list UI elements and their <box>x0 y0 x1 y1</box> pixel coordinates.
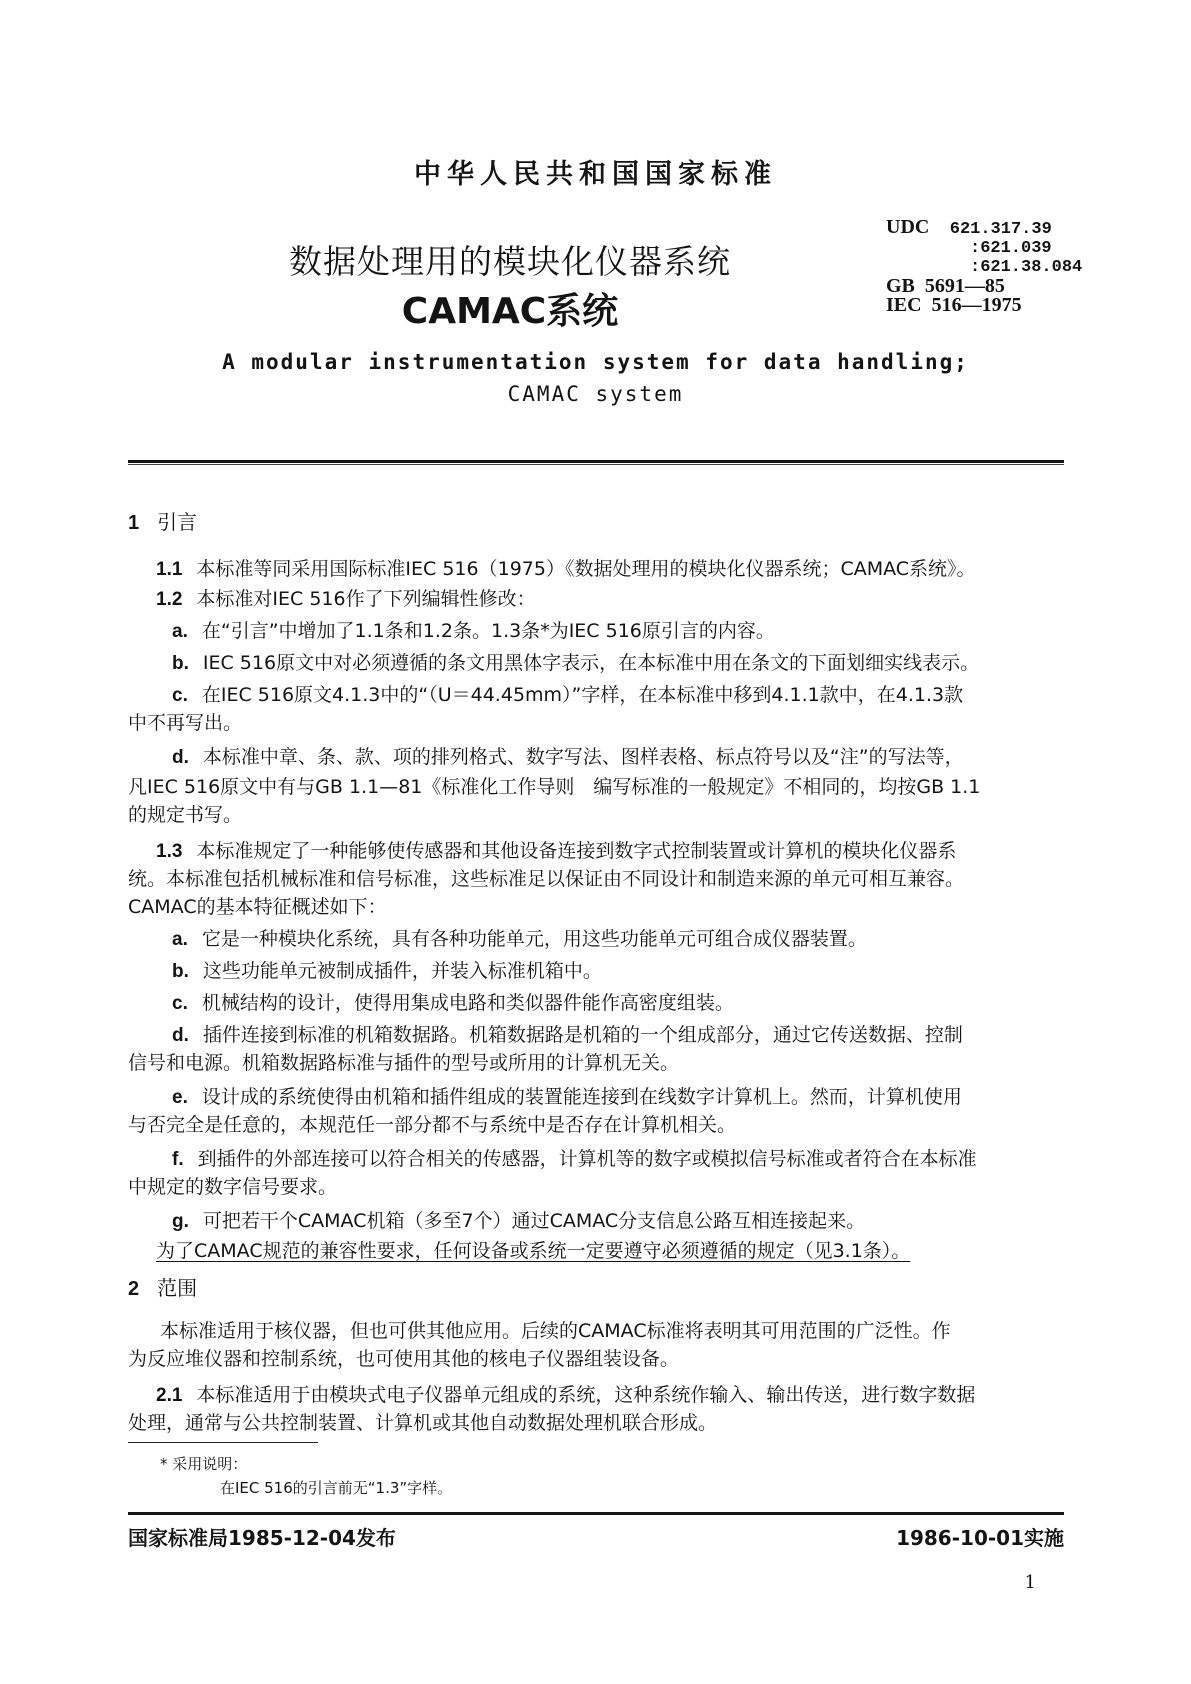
title-cn-line2: CAMAC系统 <box>401 291 619 332</box>
scope-paragraph-cont: 为反应堆仪器和控制系统，也可使用其他的核电子仪器组装设备。 <box>128 1348 680 1370</box>
gb-code: GB 5691—85 <box>886 275 1005 297</box>
item-letter: b. <box>172 653 189 674</box>
item-letter: b. <box>172 961 189 982</box>
feature-c <box>172 990 1070 1017</box>
item-letter: f. <box>172 1149 184 1170</box>
item-text: 机械结构的设计，使得用集成电路和类似器件能作高密度组装。 <box>201 992 734 1014</box>
feature-e <box>172 1084 1070 1111</box>
item-text: 到插件的外部连接可以符合相关的传感器，计算机等的数字或模拟信号标准或者符合在本标准 <box>197 1148 977 1170</box>
footer-rule <box>128 1512 1064 1515</box>
item-1-2-c-cont: 中不再写出。 <box>128 712 243 734</box>
clause-text: 本标准等同采用国际标准IEC 516（1975）《数据处理用的模块化仪器系统；CAMAC系统》。 <box>196 558 976 580</box>
udc-code-1: 621.317.39 <box>949 220 1052 239</box>
clause-text: 本标准规定了一种能够使传感器和其他设备连接到数字式控制装置或计算机的模块化仪器系 <box>196 840 957 862</box>
section-number: 2 <box>128 1278 140 1300</box>
underlined-mandatory-text: 为了CAMAC规范的兼容性要求，任何设备或系统一定要遵守必须遵循的规定（见3.1条）。 <box>156 1240 911 1262</box>
clause-1-2 <box>156 586 1070 613</box>
feature-a <box>172 926 1070 953</box>
clause-number: 1.3 <box>156 841 183 862</box>
clause-1-3-cont1: 统。本标准包括机械标准和信号标准，这些标准足以保证由不同设计和制造来源的单元可相互兼容。 <box>128 868 965 890</box>
section-title: 引言 <box>157 510 198 534</box>
feature-g <box>172 1208 1070 1235</box>
clause-1-3 <box>156 838 1070 865</box>
page-number: 1 <box>1024 1572 1036 1593</box>
national-standard-heading: 中华人民共和国国家标准 <box>414 159 777 190</box>
item-1-2-b <box>172 650 1070 677</box>
classification-codes <box>886 218 1082 315</box>
feature-d <box>172 1022 1070 1049</box>
udc-code-2: :621.039 <box>970 239 1052 258</box>
udc-label: UDC <box>886 216 930 238</box>
issue-date: 国家标准局1985-12-04发布 <box>128 1526 396 1550</box>
item-letter: c. <box>172 685 188 706</box>
item-letter: c. <box>172 993 188 1014</box>
header-rule-thin <box>128 464 1064 465</box>
item-letter: a. <box>172 621 188 642</box>
title-en-line1: A modular instrumentation system for data handling; <box>222 350 969 374</box>
clause-2-1 <box>156 1382 1070 1409</box>
item-1-2-d-cont1: 凡IEC 516原文中有与GB 1.1—81《标准化工作导则 编写标准的一般规定》不相同的，均按GB 1.1 <box>128 776 981 798</box>
footnote-rule <box>128 1442 318 1443</box>
item-letter: e. <box>172 1087 188 1108</box>
feature-f <box>172 1146 1070 1173</box>
item-letter: d. <box>172 747 189 768</box>
item-text: 本标准中章、条、款、项的排列格式、数字写法、图样表格、标点符号以及“注”的写法等， <box>202 746 964 768</box>
clause-1-1 <box>156 556 1070 583</box>
feature-d-cont: 信号和电源。机箱数据路标准与插件的型号或所用的计算机无关。 <box>128 1052 680 1074</box>
item-letter: a. <box>172 929 188 950</box>
item-text: 在“引言”中增加了1.1条和1.2条。1.3条*为IEC 516原引言的内容。 <box>201 620 775 642</box>
item-text: 插件连接到标准的机箱数据路。机箱数据路是机箱的一个组成部分，通过它传送数据、控制 <box>202 1024 963 1046</box>
clause-text: 本标准适用于由模块式电子仪器单元组成的系统，这种系统作输入、输出传送，进行数字数据 <box>196 1384 976 1406</box>
clause-2-1-cont: 处理，通常与公共控制装置、计算机或其他自动数据处理机联合形成。 <box>128 1412 718 1434</box>
scope-paragraph: 本标准适用于核仪器，但也可供其他应用。后续的CAMAC标准将表明其可用范围的广泛性。作 <box>160 1320 951 1342</box>
item-text: 设计成的系统使得由机箱和插件组成的装置能连接到在线数字计算机上。然而，计算机使用 <box>201 1086 962 1108</box>
section-title: 范围 <box>157 1276 198 1300</box>
compatibility-requirement <box>156 1238 1070 1264</box>
item-text: 这些功能单元被制成插件，并装入标准机箱中。 <box>202 960 602 982</box>
title-cn-line1: 数据处理用的模块化仪器系统 <box>289 242 731 281</box>
feature-b <box>172 958 1070 985</box>
header-rule <box>128 460 1064 463</box>
feature-f-cont: 中规定的数字信号要求。 <box>128 1176 338 1198</box>
item-text: 可把若干个CAMAC机箱（多至7个）通过CAMAC分支信息公路互相连接起来。 <box>202 1210 866 1232</box>
item-text: 在IEC 516原文4.1.3中的“（U＝44.45mm）”字样，在本标准中移到4.1.1款中，在4.1.3款 <box>201 684 964 706</box>
item-1-2-d <box>172 744 1070 771</box>
item-1-2-d-cont2: 的规定书写。 <box>128 804 243 826</box>
clause-text: 本标准对IEC 516作了下列编辑性修改： <box>196 588 536 610</box>
footnote-line-1: * 采用说明： <box>160 1455 248 1473</box>
item-text: IEC 516原文中对必须遵循的条文用黑体字表示，在本标准中用在条文的下面划细实线表示。 <box>202 652 980 674</box>
item-1-2-a <box>172 618 1070 645</box>
item-text: 它是一种模块化系统，具有各种功能单元，用这些功能单元可组合成仪器装置。 <box>201 928 867 950</box>
title-en-line2: CAMAC system <box>507 382 684 406</box>
item-1-2-c <box>172 682 1070 709</box>
item-letter: d. <box>172 1025 189 1046</box>
clause-number: 1.1 <box>156 559 183 580</box>
effective-date: 1986-10-01实施 <box>896 1526 1064 1550</box>
footnote <box>160 1452 452 1500</box>
clause-number: 1.2 <box>156 589 183 610</box>
item-letter: g. <box>172 1211 189 1232</box>
section-number: 1 <box>128 512 140 534</box>
udc-code-3: :621.38.084 <box>970 258 1083 277</box>
section-1-heading <box>128 506 1070 535</box>
section-2-heading <box>128 1272 1070 1301</box>
iec-code: IEC 516—1975 <box>886 294 1022 316</box>
feature-e-cont: 与否完全是任意的，本规范任一部分都不与系统中是否存在计算机相关。 <box>128 1114 737 1136</box>
clause-number: 2.1 <box>156 1385 183 1406</box>
clause-1-3-cont2: CAMAC的基本特征概述如下： <box>128 896 387 918</box>
footnote-line-2: 在IEC 516的引言前无“1.3”字样。 <box>220 1479 453 1497</box>
